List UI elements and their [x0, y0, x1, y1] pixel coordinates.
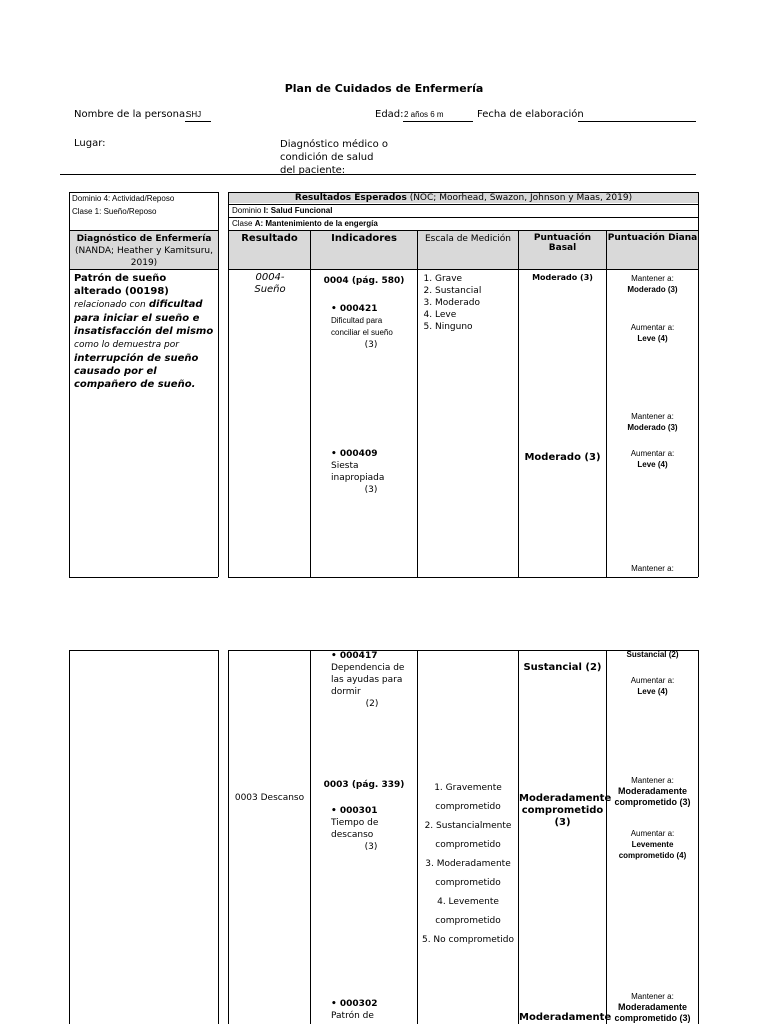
indicator-ref-0004: 0004 (pág. 580): [323, 276, 405, 286]
person-label: Nombre de la persona:: [74, 109, 189, 120]
domain-text: Dominio 4: Actividad/Reposo: [72, 194, 175, 203]
indicator-000409: • 000409 Siesta inapropiada (3): [331, 449, 385, 495]
indicator-000301: • 000301 Tiempo de descanso (3): [331, 806, 379, 852]
target-000421-keep: Mantener a: Moderado (3): [627, 274, 678, 294]
result-sleep: 0004- Sueño: [254, 272, 286, 295]
indicator-ref-0003: 0003 (pág. 339): [323, 780, 405, 790]
nursing-diagnosis: Patrón de sueño alterado (00198) relacionado con dificultad para iniciar el sueño e insatisfacción del mismo como lo demuestra por interrupción de sueño causado por el compañero de sueño.: [74, 273, 214, 390]
medical-diagnosis-label: Diagnóstico médico o condición de salud del paciente:: [280, 139, 389, 176]
age-value[interactable]: 2 años 6 m: [404, 110, 444, 119]
result-rest: 0003 Descanso: [234, 793, 305, 803]
indicator-000302: • 000302 Patrón de: [331, 999, 378, 1021]
header-rule: [60, 174, 696, 175]
age-underline: [403, 121, 473, 122]
target-000301-keep: Mantener a: Moderadamente comprometido (3): [614, 776, 691, 807]
indicator-000421: • 000421 Dificultad para conciliar el sueño (3): [331, 304, 393, 350]
results-header: Resultados Esperados (NOC; Moorhead, Swazon, Johnson y Maas, 2019): [294, 193, 633, 203]
col-basal: Puntuación Basal: [533, 233, 592, 253]
basal-000301: Moderadamente comprometido (3): [519, 793, 612, 828]
class-text: Clase 1: Sueño/Reposo: [72, 207, 157, 216]
basal-000421: Moderado (3): [532, 273, 593, 282]
target-000301-raise: Aumentar a: Levemente comprometido (4): [618, 829, 687, 860]
date-label: Fecha de elaboración: [477, 109, 584, 120]
col-scale: Escala de Medición: [424, 234, 511, 244]
target-000417-keep: Mantener a:: [631, 564, 674, 573]
target-000421-raise: Aumentar a: Leve (4): [630, 323, 675, 343]
age-label: Edad:: [375, 109, 404, 120]
place-label: Lugar:: [74, 138, 106, 149]
scale-list: 1. Grave 2. Sustancial 3. Moderado 4. Leve 5. Ninguno: [421, 273, 481, 333]
target-000417-raise: Aumentar a: Leve (4): [630, 676, 675, 696]
target-000409-keep: Mantener a: Moderado (3): [627, 412, 678, 432]
noc-class: Clase A: Mantenimiento de la engergía: [232, 219, 378, 228]
date-field[interactable]: [578, 121, 696, 122]
basal-000302: Moderadamente: [519, 1012, 612, 1023]
target-000417-keep-value: Sustancial (2): [626, 650, 679, 659]
basal-000409: Moderado (3): [524, 452, 601, 463]
col-target: Puntuación Diana: [607, 233, 698, 243]
target-000302-keep: Mantener a: Moderadamente comprometido (3): [614, 992, 691, 1023]
target-000409-raise: Aumentar a: Leve (4): [630, 449, 675, 469]
noc-domain: Dominio I: Salud Funcional: [232, 206, 333, 215]
person-underline: [185, 121, 211, 122]
document-title: Plan de Cuidados de Enfermería: [284, 82, 484, 95]
indicator-000417: • 000417 Dependencia de las ayudas para dormir (2): [331, 651, 405, 709]
basal-000417: Sustancial (2): [523, 662, 602, 673]
col-indicators: Indicadores: [331, 233, 397, 244]
person-value[interactable]: SHJ: [186, 110, 202, 119]
scale-list-2: 1. Gravemente comprometido 2. Sustancialmente comprometido 3. Moderadamente comprometido 4. Levemente comprometido 5. No comprometido: [421, 783, 515, 945]
diagnosis-col-header: Diagnóstico de Enfermería (NANDA; Heather y Kamitsuru, 2019): [74, 234, 213, 268]
col-result: Resultado: [241, 233, 298, 244]
